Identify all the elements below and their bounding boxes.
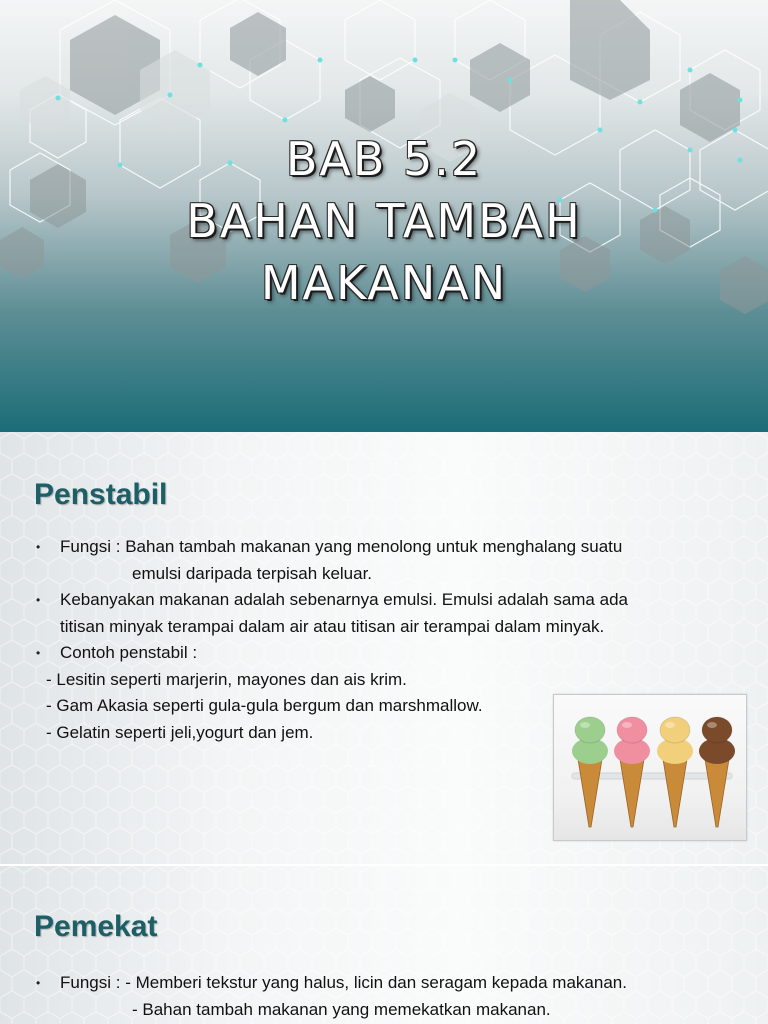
bullet-fungsi-cont: emulsi daripada terpisah keluar.: [132, 563, 373, 583]
cone-icon: [577, 753, 603, 827]
example-gelatin: - Gelatin seperti jeli,yogurt dan jem.: [46, 722, 314, 742]
bullet-fungsi-pemekat-cont: - Bahan tambah makanan yang memekatkan makanan.: [132, 999, 551, 1019]
ice-cream-photo: [553, 694, 747, 841]
cone-icon: [619, 753, 645, 827]
bullet-fungsi: • Fungsi : Bahan tambah makanan yang menolong untuk menghalang suatu: [36, 534, 628, 561]
scoop-highlight-icon: [622, 722, 632, 728]
penstabil-slide: [0, 432, 768, 864]
scoop-highlight-icon: [580, 722, 590, 728]
heading-pemekat: Pemekat: [34, 910, 158, 943]
bullet-emulsi: • Kebanyakan makanan adalah sebenarnya emulsi. Emulsi adalah sama ada: [36, 587, 628, 614]
pemekat-body: [36, 970, 627, 1023]
heading-penstabil: Penstabil: [34, 478, 168, 511]
title-slide: [0, 0, 768, 432]
example-gam-akasia: - Gam Akasia seperti gula-gula bergum dan marshmallow.: [46, 696, 483, 715]
scoop-highlight-icon: [707, 722, 717, 728]
slide-title: [0, 128, 768, 314]
example-lesitin: - Lesitin seperti marjerin, mayones dan ais krim.: [46, 669, 407, 689]
scoop-top-icon: [660, 717, 690, 743]
title-line-3: MAKANAN: [260, 256, 508, 310]
cone-icon: [662, 753, 688, 827]
ice-cream-illustration: [554, 695, 748, 842]
title-line-2: BAHAN TAMBAH: [186, 194, 582, 248]
scoop-top-icon: [617, 717, 647, 743]
penstabil-body: [36, 534, 628, 746]
bullet-emulsi-cont: titisan minyak terampai dalam air atau titisan air terampai dalam minyak.: [60, 616, 605, 636]
scoop-top-icon: [575, 717, 605, 743]
pemekat-slide: [0, 866, 768, 1024]
scoop-top-icon: [702, 717, 732, 743]
bullet-contoh: • Contoh penstabil :: [36, 640, 628, 667]
bullet-fungsi-pemekat: • Fungsi : - Memberi tekstur yang halus, licin dan seragam kepada makanan.: [36, 970, 627, 997]
cone-icon: [704, 753, 730, 827]
scoop-highlight-icon: [665, 722, 675, 728]
title-line-1: BAB 5.2: [285, 132, 483, 186]
